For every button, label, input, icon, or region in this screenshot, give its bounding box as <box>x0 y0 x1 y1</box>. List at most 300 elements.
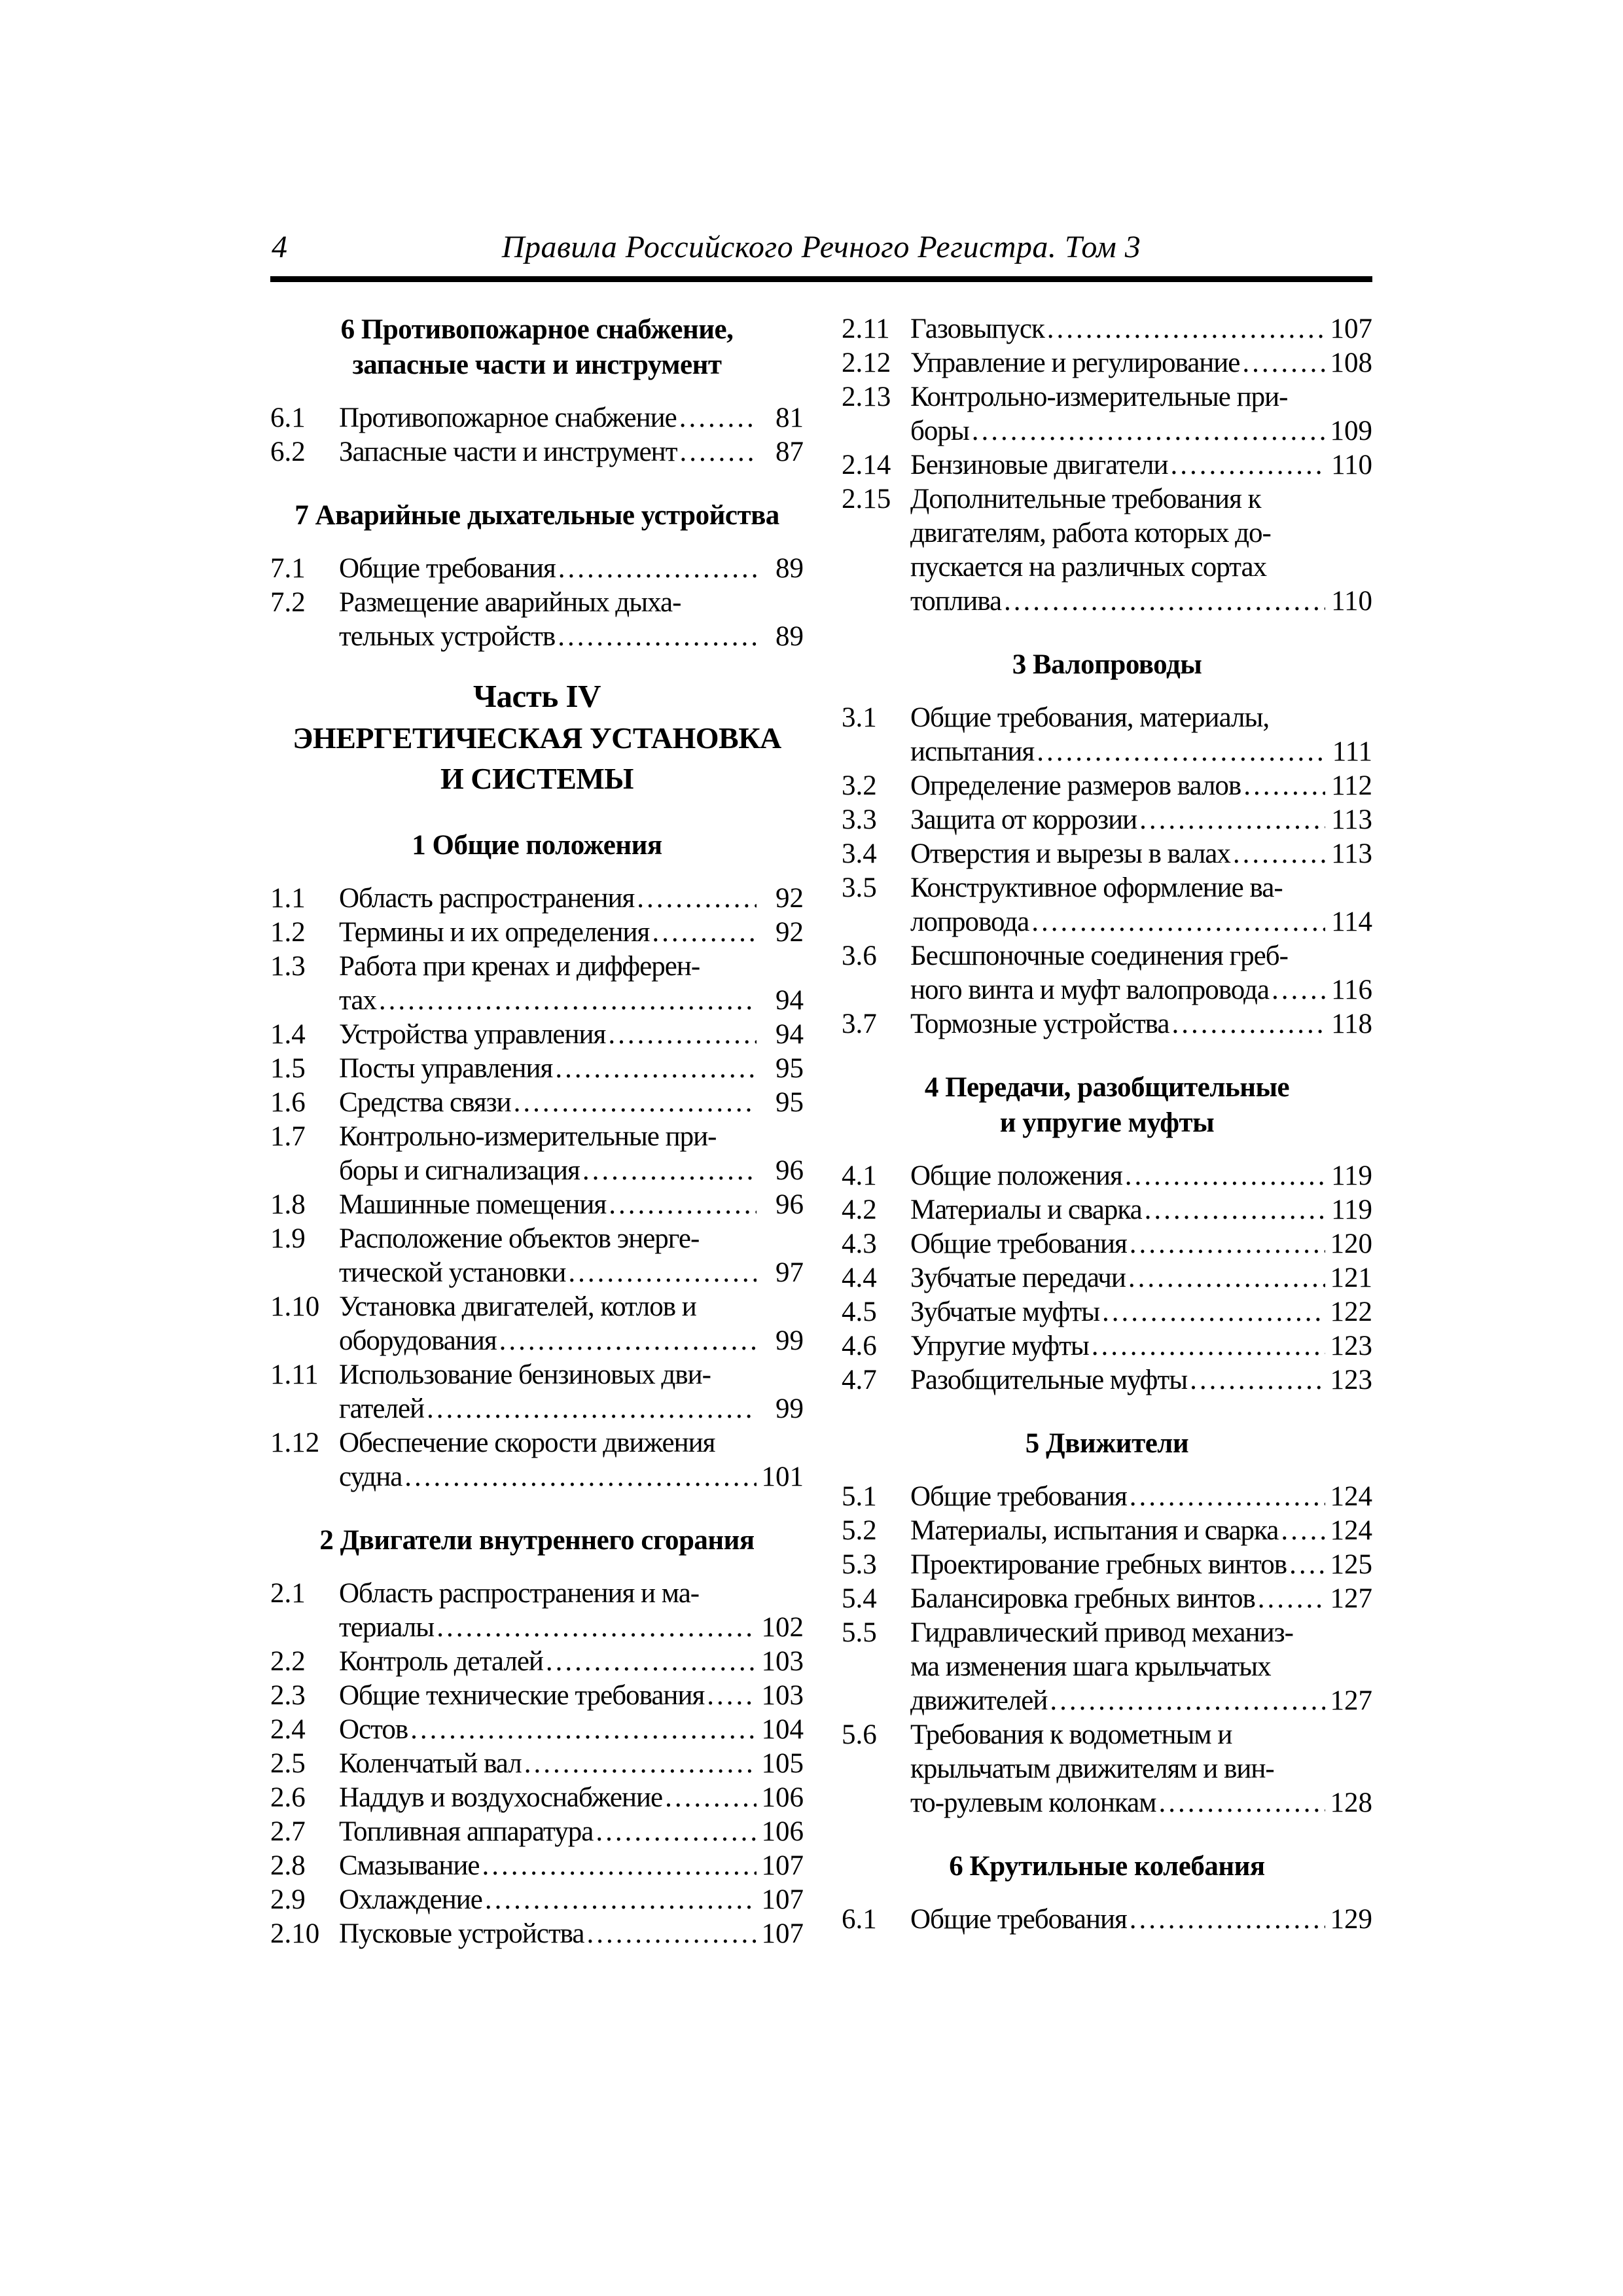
entry-number: 2.13 <box>842 382 891 412</box>
entry-title-text: Термины и их определения <box>339 917 650 948</box>
entry-title-text: Охлаждение <box>339 1884 482 1915</box>
entry-title-text: ма изменения шага крыльчатых <box>910 1651 1271 1682</box>
toc-entry <box>270 1747 804 1781</box>
dot-leader <box>482 1849 757 1883</box>
dot-leader <box>582 1154 757 1188</box>
dot-leader <box>546 1645 757 1679</box>
toc-entry <box>270 1577 804 1645</box>
entry-page-number: 129 <box>1330 1904 1372 1935</box>
entry-number: 4.6 <box>842 1331 877 1361</box>
section-heading <box>270 828 804 863</box>
entry-number: 2.3 <box>270 1680 306 1711</box>
entry-number: 2.11 <box>842 314 890 344</box>
entry-page-number: 92 <box>776 883 804 914</box>
toc-entry-line <box>842 1718 1372 1752</box>
running-head-title: Правила Российского Речного Регистра. Том 3 <box>501 230 1141 264</box>
entry-page-number: 94 <box>776 985 804 1016</box>
entry-page-number: 127 <box>1330 1685 1372 1716</box>
toc-entry-line <box>270 1577 804 1611</box>
entry-title-text: тах <box>339 985 376 1016</box>
toc-entry <box>270 950 804 1018</box>
entry-title-text: оборудования <box>339 1325 497 1356</box>
dot-leader <box>637 882 757 916</box>
entry-title-text: Разобщительные муфты <box>910 1365 1188 1395</box>
entry-number: 2.5 <box>270 1748 306 1779</box>
toc-entry-line <box>842 803 1372 837</box>
entry-page-number: 105 <box>761 1748 804 1779</box>
toc-entry <box>842 837 1372 871</box>
entry-number: 5.3 <box>842 1549 877 1580</box>
entry-number: 1.1 <box>270 883 306 914</box>
entry-page-number: 118 <box>1331 1009 1372 1039</box>
page-number: 4 <box>272 230 287 264</box>
entry-title-text: Использование бензиновых дви- <box>339 1359 711 1390</box>
entry-title-text: Зубчатые муфты <box>910 1297 1100 1327</box>
entry-number: 5.1 <box>842 1481 877 1512</box>
entry-page-number: 113 <box>1331 838 1372 869</box>
toc-entry <box>270 586 804 654</box>
dot-leader <box>1102 1295 1325 1329</box>
dot-leader <box>587 1917 757 1951</box>
dot-leader <box>1281 1514 1325 1548</box>
dot-leader <box>1128 1261 1325 1295</box>
dot-leader <box>555 1052 757 1086</box>
dot-leader <box>608 1018 757 1052</box>
entry-number: 2.12 <box>842 348 891 378</box>
entry-page-number: 114 <box>1331 906 1372 937</box>
toc-entry-line <box>270 1256 804 1290</box>
toc-entry-line <box>842 1616 1372 1650</box>
toc-entry-line <box>270 1611 804 1645</box>
toc-entry-line <box>842 1514 1372 1548</box>
entry-page-number: 103 <box>761 1646 804 1677</box>
toc-entry <box>270 1781 804 1815</box>
toc-entry-line <box>270 1460 804 1494</box>
toc-entry <box>842 1616 1372 1718</box>
toc-entry <box>270 1052 804 1086</box>
entry-page-number: 89 <box>776 553 804 584</box>
entry-title-text: Расположение объектов энерге- <box>339 1223 700 1254</box>
toc-entry-line <box>842 1329 1372 1363</box>
toc-entry <box>270 1120 804 1188</box>
entry-page-number: 109 <box>1330 416 1372 446</box>
toc-entry-line <box>842 735 1372 769</box>
toc-entry-line <box>842 1582 1372 1616</box>
entry-title-text: Балансировка гребных винтов <box>910 1583 1255 1614</box>
toc-entry <box>842 769 1372 803</box>
entry-page-number: 97 <box>776 1257 804 1288</box>
entry-page-number: 107 <box>1330 314 1372 344</box>
entry-title-text: Посты управления <box>339 1053 553 1084</box>
entry-title-text: пускается на различных сортах <box>910 552 1267 583</box>
toc-entry-line <box>842 414 1372 448</box>
entry-title-text: Пусковые устройства <box>339 1918 584 1949</box>
toc-entry-line <box>842 1007 1372 1041</box>
toc-entry-line <box>270 1392 804 1426</box>
toc-entry-line <box>842 939 1372 973</box>
entry-title-text: Контрольно-измерительные при- <box>339 1121 717 1152</box>
entry-page-number: 107 <box>761 1918 804 1949</box>
toc-entry <box>270 435 804 469</box>
toc-entry <box>842 346 1372 380</box>
entry-title-text: Гидравлический привод механиз- <box>910 1617 1293 1648</box>
toc-entry-line <box>842 312 1372 346</box>
entry-page-number: 92 <box>776 917 804 948</box>
entry-title-text: Бесшпоночные соединения греб- <box>910 941 1288 971</box>
entry-number: 3.5 <box>842 872 877 903</box>
entry-number: 1.5 <box>270 1053 306 1084</box>
section-heading <box>270 312 804 383</box>
entry-title-text: тельных устройств <box>339 621 556 652</box>
entry-title-text: Материалы, испытания и сварка <box>910 1515 1279 1546</box>
toc-entry <box>270 1849 804 1883</box>
entry-title-text: Требования к водометным и <box>910 1719 1232 1750</box>
entry-number: 2.6 <box>270 1782 306 1813</box>
entry-number: 1.8 <box>270 1189 306 1220</box>
toc-entry-line <box>270 1815 804 1849</box>
toc-entry <box>842 1903 1372 1937</box>
entry-page-number: 94 <box>776 1019 804 1050</box>
toc-entry-line <box>842 1548 1372 1582</box>
entry-page-number: 81 <box>776 403 804 433</box>
entry-number: 4.1 <box>842 1160 877 1191</box>
entry-page-number: 103 <box>761 1680 804 1711</box>
dot-leader <box>1092 1329 1325 1363</box>
entry-page-number: 120 <box>1330 1229 1372 1259</box>
dot-leader <box>524 1747 757 1781</box>
entry-title-text: Установка двигателей, котлов и <box>339 1291 696 1322</box>
entry-title-text: боры <box>910 416 969 446</box>
toc-entry <box>270 1917 804 1951</box>
toc-entry-line <box>842 1684 1372 1718</box>
entry-title-text: Общие технические требования <box>339 1680 705 1711</box>
toc-entry-line <box>842 550 1372 584</box>
toc-entry <box>270 1358 804 1426</box>
entry-title-text: боры и сигнализация <box>339 1155 580 1186</box>
toc-entry-line <box>842 1786 1372 1820</box>
toc-entry-line <box>270 1917 804 1951</box>
toc-entry <box>842 1514 1372 1548</box>
entry-title-text: Материалы и сварка <box>910 1194 1142 1225</box>
toc-entry-line <box>270 1120 804 1154</box>
entry-title-text: Общие требования <box>910 1904 1127 1935</box>
toc-entry-line <box>842 837 1372 871</box>
entry-page-number: 107 <box>761 1884 804 1915</box>
entry-title-text: Размещение аварийных дыха- <box>339 587 681 618</box>
entry-number: 7.2 <box>270 587 306 618</box>
section-heading <box>270 1523 804 1558</box>
dot-leader <box>410 1713 756 1747</box>
part-heading <box>270 675 804 799</box>
entry-title-text: топлива <box>910 586 1002 617</box>
toc-entry-line <box>270 1426 804 1460</box>
entry-title-text: Определение размеров валов <box>910 770 1241 801</box>
section-heading <box>842 1426 1372 1462</box>
entry-title-text: тической установки <box>339 1257 566 1288</box>
toc-entry-line <box>270 1052 804 1086</box>
toc-entry-line <box>842 769 1372 803</box>
dot-leader <box>558 620 757 654</box>
dot-leader <box>1130 1227 1325 1261</box>
entry-number: 1.2 <box>270 917 306 948</box>
entry-title-text: Управление и регулирование <box>910 348 1240 378</box>
dot-leader <box>404 1460 756 1494</box>
dot-leader <box>514 1086 757 1120</box>
entry-title-text: Машинные помещения <box>339 1189 607 1220</box>
toc-entry-line <box>270 401 804 435</box>
dot-leader <box>558 552 757 586</box>
entry-number: 2.15 <box>842 484 891 514</box>
entry-title-text: лопровода <box>910 906 1029 937</box>
toc-entry <box>270 1883 804 1917</box>
entry-title-text: Тормозные устройства <box>910 1009 1169 1039</box>
entry-title-text: двигателям, работа которых до- <box>910 518 1271 548</box>
entry-page-number: 96 <box>776 1155 804 1186</box>
toc-entry-line <box>842 516 1372 550</box>
entry-number: 3.2 <box>842 770 877 801</box>
toc-entry <box>842 1582 1372 1616</box>
entry-number: 1.10 <box>270 1291 320 1322</box>
dot-leader <box>679 435 757 469</box>
toc-entry <box>842 1261 1372 1295</box>
toc-entry <box>842 1295 1372 1329</box>
toc-entry-line <box>842 905 1372 939</box>
toc-entry <box>842 312 1372 346</box>
entry-number: 3.3 <box>842 804 877 835</box>
entry-page-number: 124 <box>1330 1515 1372 1546</box>
entry-page-number: 106 <box>761 1782 804 1813</box>
toc-entry-line <box>842 346 1372 380</box>
toc-entry-line <box>270 1883 804 1917</box>
toc-entry <box>270 1426 804 1494</box>
toc-entry-line <box>842 1227 1372 1261</box>
entry-title-text: Бензиновые двигатели <box>910 450 1168 480</box>
toc-entry-line <box>270 950 804 984</box>
toc-entry <box>270 1679 804 1713</box>
entry-page-number: 119 <box>1331 1194 1372 1225</box>
entry-page-number: 123 <box>1330 1331 1372 1361</box>
toc-entry-line <box>270 435 804 469</box>
dot-leader <box>568 1256 757 1290</box>
toc-entry <box>842 1329 1372 1363</box>
entry-title-text: Общие требования <box>910 1229 1127 1259</box>
entry-title-text: Дополнительные требования к <box>910 484 1261 514</box>
toc-entry-line <box>270 984 804 1018</box>
entry-title-text: Общие требования, материалы, <box>910 702 1270 733</box>
toc-entry-line <box>842 1903 1372 1937</box>
entry-number: 5.5 <box>842 1617 877 1648</box>
entry-title-text: Общие требования <box>910 1481 1127 1512</box>
toc-entry-line <box>842 1261 1372 1295</box>
entry-title-text: крыльчатым движителям и вин- <box>910 1753 1274 1784</box>
entry-page-number: 95 <box>776 1053 804 1084</box>
dot-leader <box>485 1883 757 1917</box>
heading-line: Часть IV <box>473 678 601 714</box>
toc-entry-line <box>842 1363 1372 1397</box>
entry-number: 2.4 <box>270 1714 306 1745</box>
toc-entry-line <box>270 882 804 916</box>
entry-title-text: Общие положения <box>910 1160 1122 1191</box>
toc-entry-line <box>270 552 804 586</box>
dot-leader <box>1170 448 1325 482</box>
toc-entry-line <box>270 916 804 950</box>
dot-leader <box>1233 837 1325 871</box>
dot-leader <box>1125 1159 1325 1193</box>
toc-entry <box>270 552 804 586</box>
entry-number: 5.2 <box>842 1515 877 1546</box>
entry-number: 2.1 <box>270 1578 306 1609</box>
dot-leader <box>1171 1007 1325 1041</box>
entry-title-text: движителей <box>910 1685 1048 1716</box>
toc-entry-line <box>270 1290 804 1324</box>
toc-entry <box>842 1159 1372 1193</box>
dot-leader <box>1037 735 1325 769</box>
dot-leader <box>679 401 757 435</box>
dot-leader <box>1289 1548 1325 1582</box>
entry-number: 2.14 <box>842 450 891 480</box>
entry-page-number: 111 <box>1332 736 1372 767</box>
toc-entry <box>842 1480 1372 1514</box>
table-of-contents <box>270 312 1372 1951</box>
entry-number: 3.1 <box>842 702 877 733</box>
entry-number: 7.1 <box>270 553 306 584</box>
toc-entry-line <box>270 1358 804 1392</box>
entry-title-text: Наддув и воздухоснабжение <box>339 1782 663 1813</box>
toc-entry <box>270 1290 804 1358</box>
entry-title-text: Устройства управления <box>339 1019 606 1050</box>
header-rule <box>270 276 1372 282</box>
toc-entry <box>842 1007 1372 1041</box>
section-heading <box>842 1849 1372 1884</box>
entry-title-text: териалы <box>339 1612 435 1643</box>
entry-number: 1.7 <box>270 1121 306 1152</box>
dot-leader <box>1004 584 1325 619</box>
toc-entry-line <box>270 1188 804 1222</box>
entry-page-number: 116 <box>1331 975 1372 1005</box>
dot-leader <box>1031 905 1325 939</box>
entry-number: 5.6 <box>842 1719 877 1750</box>
toc-entry <box>270 916 804 950</box>
entry-title-text: Запасные части и инструмент <box>339 437 677 467</box>
entry-title-text: то-рулевым колонкам <box>910 1787 1156 1818</box>
entry-number: 4.7 <box>842 1365 877 1395</box>
entry-page-number: 128 <box>1330 1787 1372 1818</box>
toc-entry <box>842 939 1372 1007</box>
dot-leader <box>1242 346 1325 380</box>
toc-entry <box>270 1086 804 1120</box>
dot-leader <box>609 1188 757 1222</box>
entry-title-text: Смазывание <box>339 1850 480 1881</box>
dot-leader <box>427 1392 757 1426</box>
entry-number: 6.1 <box>270 403 306 433</box>
toc-entry-line <box>842 1193 1372 1227</box>
section-heading <box>842 1070 1372 1141</box>
toc-entry-line <box>842 1480 1372 1514</box>
entry-page-number: 121 <box>1330 1263 1372 1293</box>
entry-page-number: 106 <box>761 1816 804 1847</box>
toc-left-column <box>270 312 804 1951</box>
dot-leader <box>972 414 1325 448</box>
dot-leader <box>596 1815 756 1849</box>
entry-number: 1.11 <box>270 1359 319 1390</box>
toc-entry-line <box>842 584 1372 619</box>
heading-line: 3 Валопроводы <box>1012 649 1202 680</box>
dot-leader <box>499 1324 757 1358</box>
entry-number: 3.6 <box>842 941 877 971</box>
section-heading <box>842 647 1372 683</box>
entry-number: 3.4 <box>842 838 877 869</box>
toc-entry-line <box>842 1650 1372 1684</box>
entry-page-number: 113 <box>1331 804 1372 835</box>
entry-number: 2.9 <box>270 1884 306 1915</box>
entry-title-text: Область распространения <box>339 883 635 914</box>
toc-entry-line <box>270 1086 804 1120</box>
dot-leader <box>1047 312 1325 346</box>
dot-leader <box>1258 1582 1325 1616</box>
entry-page-number: 125 <box>1330 1549 1372 1580</box>
dot-leader <box>437 1611 756 1645</box>
toc-entry <box>270 1713 804 1747</box>
toc-entry <box>842 1718 1372 1820</box>
entry-number: 1.12 <box>270 1427 320 1458</box>
entry-title-text: Зубчатые передачи <box>910 1263 1126 1293</box>
toc-entry <box>842 1548 1372 1582</box>
toc-entry-line <box>270 1645 804 1679</box>
entry-title-text: Обеспечение скорости движения <box>339 1427 715 1458</box>
entry-page-number: 99 <box>776 1393 804 1424</box>
entry-page-number: 110 <box>1331 586 1372 617</box>
entry-number: 1.4 <box>270 1019 306 1050</box>
dot-leader <box>1139 803 1325 837</box>
entry-title-text: Топливная аппаратура <box>339 1816 594 1847</box>
toc-entry-line <box>270 1154 804 1188</box>
entry-title-text: Коленчатый вал <box>339 1748 522 1779</box>
entry-page-number: 99 <box>776 1325 804 1356</box>
toc-entry <box>270 1222 804 1290</box>
entry-title-text: Защита от коррозии <box>910 804 1137 835</box>
toc-entry-line <box>842 973 1372 1007</box>
entry-page-number: 101 <box>761 1462 804 1492</box>
dot-leader <box>1130 1480 1325 1514</box>
toc-entry <box>842 1193 1372 1227</box>
running-head <box>270 228 1372 267</box>
heading-line: 6 Крутильные колебания <box>949 1851 1265 1882</box>
entry-number: 4.2 <box>842 1194 877 1225</box>
entry-title-text: Остов <box>339 1714 408 1745</box>
entry-number: 1.3 <box>270 951 306 982</box>
toc-entry <box>842 803 1372 837</box>
dot-leader <box>1130 1903 1325 1937</box>
entry-page-number: 102 <box>761 1612 804 1643</box>
toc-entry <box>270 1645 804 1679</box>
entry-page-number: 110 <box>1331 450 1372 480</box>
toc-entry-line <box>842 871 1372 905</box>
toc-entry-line <box>270 620 804 654</box>
entry-number: 2.2 <box>270 1646 306 1677</box>
toc-entry <box>270 882 804 916</box>
dot-leader <box>1243 769 1325 803</box>
entry-page-number: 107 <box>761 1850 804 1881</box>
dot-leader <box>707 1679 756 1713</box>
entry-page-number: 95 <box>776 1087 804 1118</box>
entry-page-number: 119 <box>1331 1160 1372 1191</box>
toc-entry-line <box>270 1222 804 1256</box>
toc-entry <box>842 1363 1372 1397</box>
toc-entry-line <box>270 1849 804 1883</box>
entry-page-number: 127 <box>1330 1583 1372 1614</box>
entry-number: 5.4 <box>842 1583 877 1614</box>
entry-page-number: 112 <box>1331 770 1372 801</box>
